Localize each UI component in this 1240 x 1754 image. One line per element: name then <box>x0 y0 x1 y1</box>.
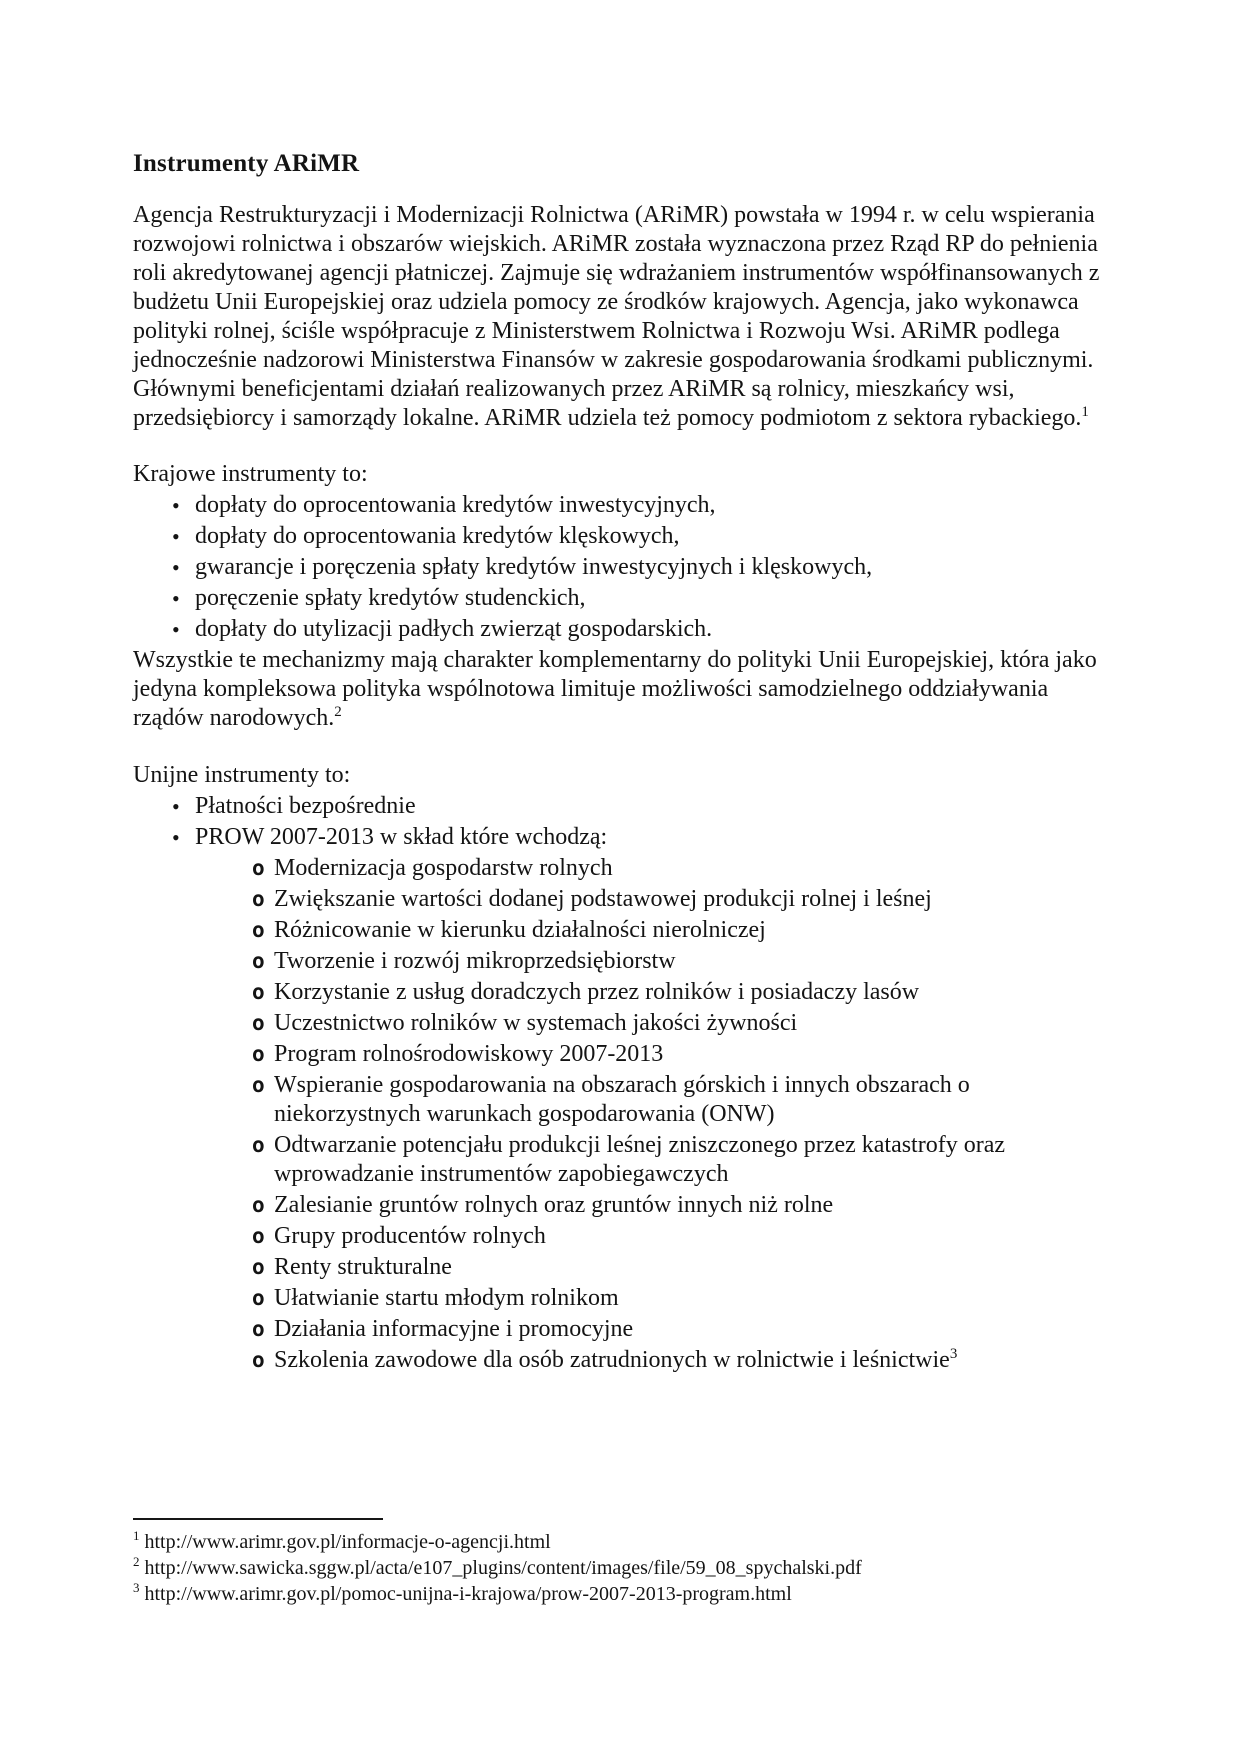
summary-paragraph <box>133 646 1106 733</box>
sub-list-item <box>133 1315 1106 1344</box>
list-item <box>133 792 1106 821</box>
summary-text: Wszystkie te mechanizmy mają charakter komplementarny do polityki Unii Europejskiej, która jako jedyna kompleksowa polityka wspólnotowa limituje możliwości samodzielnego oddziaływania rządów narodowych. <box>133 647 1097 731</box>
footnote-ref-2-marker: 2 <box>334 704 342 720</box>
circle-bullet-icon: o <box>252 1255 265 1279</box>
list-item-text: gwarancje i poręczenia spłaty kredytów inwestycyjnych i klęskowych, <box>195 554 873 580</box>
sub-list-item-text: Odtwarzanie potencjału produkcji leśnej zniszczonego przez katastrofy oraz wprowadzanie instrumentów zapobiegawczych <box>274 1132 1006 1187</box>
unijne-heading: Unijne instrumenty to: <box>133 762 351 788</box>
krajowe-heading: Krajowe instrumenty to: <box>133 461 368 487</box>
footnote-url: http://www.arimr.gov.pl/informacje-o-agencji.html <box>144 1531 551 1553</box>
sub-list-item <box>133 978 1106 1007</box>
footnote-number: 2 <box>133 1554 140 1570</box>
footnotes-section <box>133 1518 862 1607</box>
circle-bullet-icon: o <box>252 1317 265 1341</box>
list-item <box>133 491 1106 520</box>
circle-bullet-icon: o <box>252 1042 265 1066</box>
sub-list-item <box>133 1346 1106 1375</box>
sub-list-item-text: Tworzenie i rozwój mikroprzedsiębiorstw <box>274 948 676 974</box>
footnote-url: http://www.arimr.gov.pl/pomoc-unijna-i-krajowa/prow-2007-2013-program.html <box>144 1583 792 1605</box>
sub-list-item-text: Uczestnictwo rolników w systemach jakości żywności <box>274 1010 798 1036</box>
circle-bullet-icon: o <box>252 1193 265 1217</box>
sub-list-item-text: Grupy producentów rolnych <box>274 1223 546 1249</box>
bullet-icon: • <box>172 524 180 549</box>
footnote-separator <box>133 1518 383 1520</box>
bullet-icon: • <box>172 586 180 611</box>
list-item <box>133 584 1106 613</box>
circle-bullet-icon: o <box>252 1224 265 1248</box>
sub-list-item-text: Działania informacyjne i promocyjne <box>274 1316 634 1342</box>
footnote-url: http://www.sawicka.sggw.pl/acta/e107_plugins/content/images/file/59_08_spychalski.pdf <box>144 1557 862 1579</box>
sub-list-item-text: Korzystanie z usług doradczych przez rolników i posiadaczy lasów <box>274 979 920 1005</box>
sub-list-item-text: Program rolnośrodowiskowy 2007-2013 <box>274 1041 664 1067</box>
list-item <box>133 553 1106 582</box>
list-item-text: PROW 2007-2013 w skład które wchodzą: <box>195 824 608 850</box>
sub-list-item <box>133 947 1106 976</box>
circle-bullet-icon: o <box>252 1011 265 1035</box>
circle-bullet-icon: o <box>252 1133 265 1157</box>
circle-bullet-icon: o <box>252 1348 265 1372</box>
sub-list-item <box>133 1284 1106 1313</box>
sub-list-item-text: Wspieranie gospodarowania na obszarach górskich i innych obszarach o niekorzystnych warunkach gospodarowania (ONW) <box>274 1072 970 1127</box>
list-item-text: dopłaty do oprocentowania kredytów inwestycyjnych, <box>195 492 716 518</box>
footnote <box>133 1555 862 1581</box>
unijne-list <box>133 792 1106 1375</box>
circle-bullet-icon: o <box>252 980 265 1004</box>
circle-bullet-icon: o <box>252 1073 265 1097</box>
bullet-icon: • <box>172 617 180 642</box>
intro-text-part2: Głównymi beneficjentami działań realizowanych przez ARiMR są rolnicy, mieszkańcy wsi, przedsiębiorcy i samorządy lokalne. ARiMR udziela też pomocy podmiotom z sektora rybackiego. <box>133 376 1082 431</box>
circle-bullet-icon: o <box>252 887 265 911</box>
sub-list-item <box>133 1253 1106 1282</box>
sub-list-item-text: Szkolenia zawodowe dla osób zatrudnionych w rolnictwie i leśnictwie <box>274 1347 950 1373</box>
sub-list-item <box>133 1009 1106 1038</box>
bullet-icon: • <box>172 493 180 518</box>
bullet-icon: • <box>172 555 180 580</box>
footnote <box>133 1581 862 1607</box>
list-item <box>133 522 1106 551</box>
sub-list-item <box>133 1131 1106 1189</box>
sub-list-item <box>133 885 1106 914</box>
list-item-text: poręczenie spłaty kredytów studenckich, <box>195 585 586 611</box>
footnote-ref-1-marker: 1 <box>1081 404 1089 420</box>
list-item <box>133 615 1106 644</box>
sub-list-item-text: Ułatwianie startu młodym rolnikom <box>274 1285 619 1311</box>
list-item-text: dopłaty do oprocentowania kredytów klęskowych, <box>195 523 680 549</box>
sub-list-item-text: Zwiększanie wartości dodanej podstawowej produkcji rolnej i leśnej <box>274 886 932 912</box>
intro-paragraph <box>133 201 1106 433</box>
sub-list-item-text: Zalesianie gruntów rolnych oraz gruntów innych niż rolne <box>274 1192 834 1218</box>
circle-bullet-icon: o <box>252 918 265 942</box>
footnote-ref-3-marker: 3 <box>949 1346 958 1362</box>
footnote-number: 3 <box>133 1580 140 1596</box>
circle-bullet-icon: o <box>252 949 265 973</box>
list-item-text: dopłaty do utylizacji padłych zwierząt gospodarskich. <box>195 616 713 642</box>
sub-list-item <box>133 1040 1106 1069</box>
sub-list-item-text: Modernizacja gospodarstw rolnych <box>274 855 613 881</box>
page-title: Instrumenty ARiMR <box>133 150 360 177</box>
bullet-icon: • <box>172 794 180 819</box>
sub-list-item <box>133 916 1106 945</box>
krajowe-list <box>133 491 1106 644</box>
intro-text-part1: Agencja Restrukturyzacji i Modernizacji Rolnictwa (ARiMR) powstała w 1994 r. w celu wspierania rozwojowi rolnictwa i obszarów wiejskich. ARiMR została wyznaczona przez Rząd RP do pełnienia roli akredytowanej agencji płatniczej. Zajmuje się wdrażaniem instrumentów współfinansowanych z budżetu Unii Europejskiej oraz udziela pomocy ze środków krajowych. Agencja, jako wykonawca polityki rolnej, ściśle współpracuje z Ministerstwem Rolnictwa i Rozwoju Wsi. ARiMR podlega jednocześnie nadzorowi Ministerstwa Finansów w zakresie gospodarowania środkami publicznymi. <box>133 202 1100 373</box>
sub-list-item-text: Różnicowanie w kierunku działalności nierolniczej <box>274 917 766 943</box>
sub-list-item <box>133 1191 1106 1220</box>
sub-list-item-text: Renty strukturalne <box>274 1254 452 1280</box>
circle-bullet-icon: o <box>252 1286 265 1310</box>
sub-list-item <box>133 1071 1106 1129</box>
circle-bullet-icon: o <box>252 856 265 880</box>
sub-list-item <box>133 854 1106 883</box>
list-item-text: Płatności bezpośrednie <box>195 793 416 819</box>
sub-list-item <box>133 1222 1106 1251</box>
bullet-icon: • <box>172 825 180 850</box>
footnote <box>133 1529 862 1555</box>
footnote-number: 1 <box>133 1528 140 1544</box>
list-item <box>133 823 1106 852</box>
